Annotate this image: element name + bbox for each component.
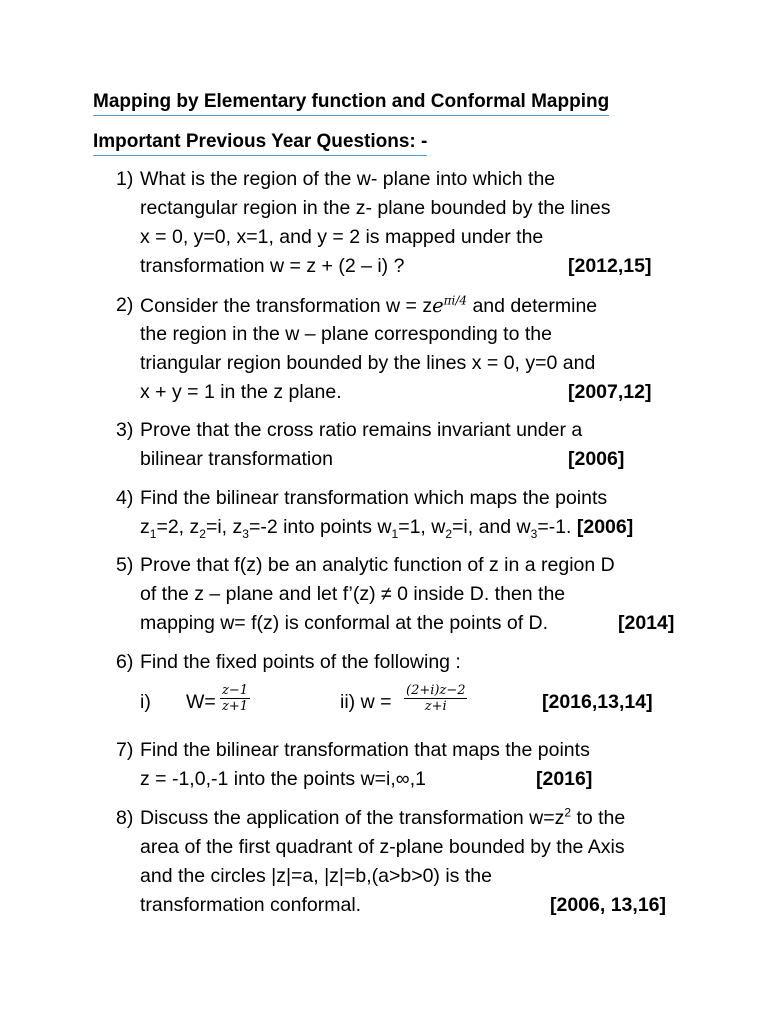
superscript: 2 bbox=[564, 805, 572, 820]
subscript: 2 bbox=[445, 526, 453, 541]
question-text: Prove that f(z) be an analytic function of z in a region D bbox=[140, 554, 615, 576]
question-line bbox=[140, 445, 686, 474]
denominator: z+1 bbox=[222, 699, 249, 714]
document-title: Mapping by Elementary function and Conformal Mapping bbox=[93, 90, 609, 116]
question-text: rectangular region in the z- plane bounded by the lines bbox=[140, 197, 611, 219]
exam-years: [2006] bbox=[576, 516, 634, 538]
subscript: 3 bbox=[242, 526, 249, 541]
question-text: transformation conformal. bbox=[140, 894, 362, 916]
document-subtitle: Important Previous Year Questions: - bbox=[93, 130, 427, 156]
math-base: e bbox=[432, 294, 444, 317]
question-4 bbox=[116, 484, 686, 542]
subscript: 1 bbox=[149, 526, 157, 541]
question-number: 4) bbox=[116, 487, 134, 509]
question-text: the region in the w – plane corresponding to the bbox=[140, 323, 552, 345]
question-text: x = 0, y=0, x=1, and y = 2 is mapped under the bbox=[140, 226, 544, 248]
text-fragment: z bbox=[140, 516, 150, 538]
question-3 bbox=[116, 416, 686, 474]
question-text: x + y = 1 in the z plane. bbox=[140, 381, 342, 403]
numerator: (2+i)z−2 bbox=[406, 683, 466, 698]
text-fragment: =-1. bbox=[537, 516, 577, 538]
question-5 bbox=[116, 551, 686, 638]
part-label: ii) w = bbox=[340, 691, 392, 713]
question-number: 6) bbox=[116, 651, 134, 673]
question-text: Discuss the application of the transformation w=z bbox=[140, 807, 565, 829]
question-line bbox=[140, 291, 686, 320]
question-number: 7) bbox=[116, 739, 134, 761]
question-number: 3) bbox=[116, 419, 134, 441]
question-text: and determine bbox=[467, 295, 598, 317]
question-line bbox=[140, 765, 686, 794]
exam-years: [2016,13,14] bbox=[542, 691, 653, 713]
question-8 bbox=[116, 804, 686, 920]
exam-years: [2007,12] bbox=[568, 381, 652, 403]
question-line bbox=[140, 252, 686, 281]
question-text: Prove that the cross ratio remains invariant under a bbox=[140, 419, 583, 441]
question-number: 8) bbox=[116, 807, 134, 829]
subscript: 3 bbox=[530, 526, 538, 541]
question-text: transformation w = z + (2 – i) ? bbox=[140, 255, 405, 277]
question-text: Find the bilinear transformation which maps the points bbox=[140, 487, 608, 509]
question-1 bbox=[116, 165, 686, 281]
text-fragment: =2, z bbox=[156, 516, 200, 538]
question-text: mapping w= f(z) is conformal at the points of D. bbox=[140, 612, 549, 634]
question-text: of the z – plane and let f’(z) ≠ 0 inside D. then the bbox=[140, 583, 566, 605]
exam-years: [2012,15] bbox=[568, 255, 652, 277]
question-2 bbox=[116, 291, 686, 407]
question-text: Find the bilinear transformation that maps the points bbox=[140, 739, 590, 761]
question-text: triangular region bounded by the lines x = 0, y=0 and bbox=[140, 352, 596, 374]
question-text: Find the fixed points of the following : bbox=[140, 651, 461, 673]
subscript: 1 bbox=[391, 526, 399, 541]
question-number: 2) bbox=[116, 294, 134, 316]
question-text: Consider the transformation w = z bbox=[140, 295, 433, 317]
text-fragment: =1, w bbox=[398, 516, 446, 538]
fraction-i bbox=[220, 683, 250, 714]
text-fragment: =i, z bbox=[205, 516, 243, 538]
numerator: z−1 bbox=[222, 683, 249, 698]
question-text: and the circles |z|=a, |z|=b,(a>b>0) is the bbox=[140, 865, 492, 887]
fraction-ii bbox=[404, 683, 467, 714]
question-text: to the bbox=[571, 807, 626, 829]
exam-years: [2016] bbox=[536, 768, 593, 790]
question-line bbox=[140, 378, 686, 407]
question-line bbox=[140, 683, 686, 723]
question-line bbox=[140, 804, 686, 833]
math-exponent: πi/4 bbox=[443, 293, 468, 308]
question-6 bbox=[116, 648, 686, 723]
exam-years: [2006] bbox=[568, 448, 625, 470]
question-line bbox=[140, 513, 686, 542]
denominator: z+i bbox=[424, 699, 447, 714]
question-text: bilinear transformation bbox=[140, 448, 333, 470]
question-text: What is the region of the w- plane into which the bbox=[140, 168, 556, 190]
exam-years: [2014] bbox=[618, 612, 675, 634]
text-fragment: =i, and w bbox=[452, 516, 531, 538]
question-line bbox=[140, 891, 686, 920]
question-7 bbox=[116, 736, 686, 794]
exam-years: [2006, 13,16] bbox=[550, 894, 667, 916]
question-line bbox=[140, 609, 686, 638]
equation-lhs: W= bbox=[186, 691, 216, 713]
text-fragment: =-2 into points w bbox=[248, 516, 392, 538]
part-label: i) bbox=[140, 691, 151, 713]
subscript: 2 bbox=[199, 526, 206, 541]
question-text: z = -1,0,-1 into the points w=i,∞,1 bbox=[140, 768, 426, 790]
question-number: 1) bbox=[116, 168, 134, 190]
question-number: 5) bbox=[116, 554, 134, 576]
question-text: area of the first quadrant of z-plane bounded by the Axis bbox=[140, 836, 625, 858]
